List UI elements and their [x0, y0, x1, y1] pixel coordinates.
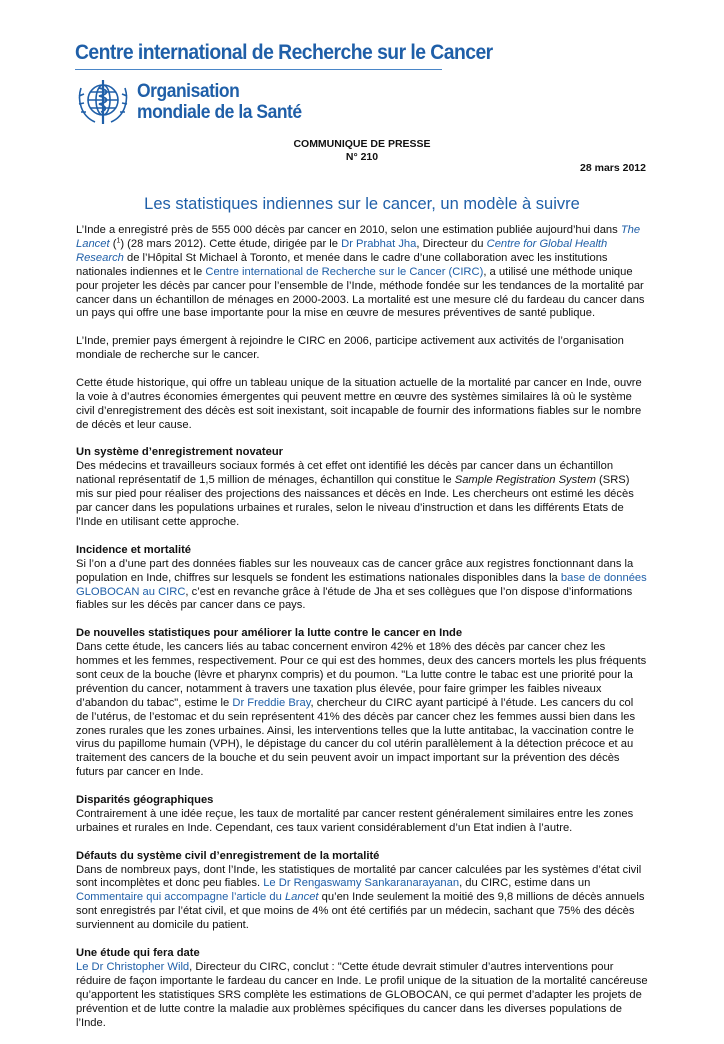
headline: Les statistiques indiennes sur le cancer, un modèle à suivre: [144, 195, 580, 213]
paragraph-registration: [76, 864, 648, 934]
jha-link[interactable]: Dr Prabhat Jha: [341, 237, 417, 250]
press-date: 28 mars 2012: [580, 162, 646, 174]
text: Si l’on a d’une part des données fiables sur les nouveaux cas de cancer grâce aux registres fonctionnant dans la population en Inde, chiffres sur lesquels se fondent les estimations nationales disponibles dans la: [76, 557, 634, 584]
circ-link[interactable]: Centre international de Recherche sur le Cancer (CIRC): [205, 265, 484, 278]
text: , Directeur du: [416, 237, 487, 250]
text: , c’est en revanche grâce à l'étude de Jha et ses collègues que l’on dispose d’informations fiables sur les décès par cancer dans ce pays.: [76, 585, 633, 612]
paragraph-conclusion: [76, 961, 648, 1031]
text: de l’Hôpital St Michael à Toronto, et menée dans le cadre d’une collaboration avec les institutions nationales indiennes et le: [76, 251, 608, 278]
section-heading: Une étude qui fera date: [76, 947, 200, 959]
commentary-link[interactable]: Commentaire qui accompagne l’article du Lancet: [76, 891, 319, 904]
text: , Directeur du CIRC, conclut : "Cette étude devrait stimuler d’autres interventions pour réduire de façon importante le fardeau du cancer en Inde. Le profil unique de la situation de la mortalité cancéreuse qu’apportent les statistiques SRS complète les estimations de GLOBOCAN, ce qui permet d’adapter les projets de prévention et de lutte contre la maladie aux problèmes spécifiques du cancer dans les diverses populations de l’Inde.: [76, 960, 648, 1029]
srs-term: Sample Registration System: [454, 474, 596, 487]
article-body: [76, 224, 648, 1044]
paragraph-intro: [76, 224, 648, 321]
who-emblem-icon: [75, 76, 131, 128]
section-heading: Défauts du système civil d’enregistrement de la mortalité: [76, 849, 380, 862]
press-number: N° 210: [345, 151, 379, 163]
text: , du CIRC, estime dans un: [459, 877, 591, 890]
header-rule: [75, 69, 442, 70]
text: Des médecins et travailleurs sociaux formés à cet effet ont identifié les décès par cancer dans un échantillon national représentatif de 1,5 million de ménages, échantillon qui constitue le: [76, 460, 614, 487]
sankaranarayanan-link[interactable]: Le Dr Rengaswamy Sankaranarayanan: [263, 877, 460, 890]
cghr-link[interactable]: Centre for Global Health Research: [76, 237, 608, 264]
text: (: [109, 237, 117, 250]
paragraph-membership: L’Inde, premier pays émergent à rejoindre le CIRC en 2006, participe activement aux activités de l’organisation mondiale de recherche sur le cancer.: [76, 335, 624, 362]
text: (SRS) mis sur pied pour réaliser des projections des naissances et décès en Inde. Les chercheurs ont estimé les décès par cancer dans les populations urbaines et rurales, selon le niveau d’instruction et dans les différents Etats de l'Inde en utilisant cette approche.: [76, 474, 634, 528]
paragraph-historic: Cette étude historique, qui offre un tableau unique de la situation actuelle de la mortalité par cancer en Inde, ouvre la voie à d’autres économies émergentes qui peuvent mettre en œuvre des systèmes similaires là où le système civil d’enregistrement des décès est soit inexistant, soit incapable de fournir des informations fiables sur le nombre de décès et leur cause.: [76, 376, 642, 431]
wild-link[interactable]: Le Dr Christopher Wild: [76, 960, 190, 973]
globocan-link[interactable]: base de données GLOBOCAN au CIRC: [76, 571, 647, 598]
lancet-link[interactable]: The Lancet: [76, 224, 641, 250]
paragraph-statistics: [76, 641, 648, 780]
org-title: Centre international de Recherche sur le Cancer: [75, 40, 493, 64]
press-label: COMMUNIQUE DE PRESSE: [293, 138, 431, 150]
who-name-line1: Organisation: [137, 81, 240, 102]
text: , a utilisé une méthode unique pour projeter les décès par cancer pour l’ensemble de l’Inde, méthode fondée sur les tendances de la mortalité par cancer dans un échantillon de ménages en 2000-2003. La mortalité est une mesure clé du fardeau du cancer dans un pays qui offre une base importante pour la mise en œuvre de mesures préventives de santé publique.: [76, 265, 645, 320]
paragraph-geography: Contrairement à une idée reçue, les taux de mortalité par cancer restent généralement similaires entre les zones urbaines et rurales en Inde. Cependant, ces taux varient considérablement d’un Etat indien à l’autre.: [76, 807, 634, 834]
paragraph-incidence: [76, 558, 648, 614]
who-name-line2: mondiale de la Santé: [137, 102, 302, 123]
text: , chercheur du CIRC ayant participé à l’étude. Les cancers du col de l’utérus, de l’estomac et du sein représentent 41% des décès par cancer chez les femmes aussi bien dans les zones rurales que les zones urbaines. Ainsi, les interventions telles que la lutte antitabac, la vaccination contre le virus du papillome humain (VPH), le dépistage du cancer du col utérin parallèlement à la détection précoce et au traitement des cancers de la bouche et du sein peuvent avoir un impact important sur la prévention des décès futurs par cancer en Inde.: [76, 696, 636, 779]
text: ) (28 mars 2012). Cette étude, dirigée par le: [120, 237, 342, 250]
paragraph-system: [76, 460, 648, 530]
who-name: [137, 81, 302, 123]
footnote-ref: 1: [116, 237, 121, 245]
text: Dans de nombreux pays, dont l’Inde, les statistiques de mortalité par cancer calculées par les systèmes d’état civil sont incomplètes et donc peu fiables.: [76, 863, 642, 890]
bray-link[interactable]: Dr Freddie Bray: [232, 696, 311, 709]
section-heading: Disparités géographiques: [76, 794, 214, 807]
section-heading: De nouvelles statistiques pour améliorer la lutte contre le cancer en Inde: [76, 627, 463, 640]
text: Dans cette étude, les cancers liés au tabac concernent environ 42% et 18% des décès par cancer chez les hommes et les femmes, respectivement. Pour ce qui est des hommes, deux des cancers mortels les plus fréquents sont ceux de la bouche (lèvre et pharynx compris) et du poumon. "La lutte contre le tabac est une priorité pour la prévention du cancer, notamment à travers une taxation plus élevée, pour faire grimper les faibles niveaux d’abandon du tabac", estime le: [76, 641, 647, 709]
text: L’Inde a enregistré près de 555 000 décès par cancer en 2010, selon une estimation publiée aujourd’hui dans: [76, 224, 621, 236]
section-heading: Un système d’enregistrement novateur: [76, 446, 284, 459]
text: qu’en Inde seulement la moitié des 9,8 millions de décès annuels sont enregistrés par l’état civil, et que moins de 4% ont été certifiés par un médecin, sachant que 75% des décès surviennent au domicile du patient.: [76, 891, 645, 932]
section-heading: Incidence et mortalité: [76, 543, 192, 556]
